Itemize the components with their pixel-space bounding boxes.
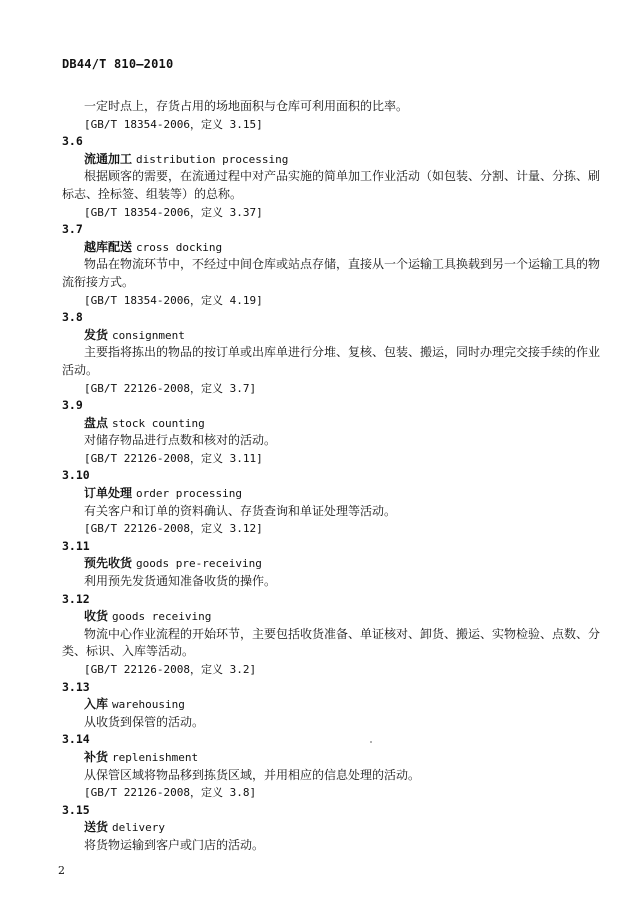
source-reference: [GB/T 18354-2006，定义 3.37] bbox=[84, 205, 263, 219]
definition-text: 标志、拴标签、组装等）的总称。 bbox=[62, 186, 243, 201]
clause-number: 3.10 bbox=[62, 468, 90, 483]
term-chinese: 入库 bbox=[84, 697, 109, 712]
term-heading bbox=[62, 239, 610, 257]
definition-text: 利用预先发货通知准备收货的操作。 bbox=[84, 574, 277, 589]
term-chinese: 发货 bbox=[84, 327, 109, 342]
term-heading bbox=[62, 415, 610, 433]
document-code: DB44/T 810—2010 bbox=[62, 57, 174, 71]
term-chinese: 预先收货 bbox=[84, 556, 133, 571]
definition-text: 根据顾客的需要，在流通过程中对产品实施的简单加工作业活动（如包装、分割、计量、分拣、刷 bbox=[84, 169, 601, 184]
source-reference: [GB/T 22126-2008，定义 3.12] bbox=[84, 522, 263, 536]
definition-text: 将货物运输到客户或门店的活动。 bbox=[84, 837, 265, 852]
clause-number: 3.9 bbox=[62, 398, 83, 413]
definition-text: 从保管区域将物品移到拣货区域，并用相应的信息处理的活动。 bbox=[84, 767, 421, 782]
term-chinese: 补货 bbox=[84, 749, 109, 764]
term-chinese: 越库配送 bbox=[84, 239, 133, 254]
term-english: order processing bbox=[136, 487, 242, 501]
definition-text: 从收货到保管的活动。 bbox=[84, 714, 205, 729]
definition-text: 主要指将拣出的物品的按订单或出库单进行分堆、复核、包装、搬运，同时办理完交接手续的作业 bbox=[84, 345, 601, 360]
term-english: replenishment bbox=[112, 750, 199, 764]
definition-list bbox=[62, 133, 610, 854]
page-number: 2 bbox=[58, 864, 65, 877]
definition-text: 类、标识、入库等活动。 bbox=[62, 644, 195, 659]
term-heading bbox=[62, 485, 610, 503]
intro-text: 一定时点上，存货占用的场地面积与仓库可利用面积的比率。 bbox=[84, 99, 409, 113]
clause-number: 3.14 bbox=[62, 732, 90, 747]
term-heading bbox=[62, 151, 610, 169]
clause-number: 3.15 bbox=[62, 802, 90, 817]
term-heading bbox=[62, 696, 610, 714]
term-heading bbox=[62, 608, 610, 626]
term-english: goods pre-receiving bbox=[136, 557, 262, 571]
source-reference: [GB/T 22126-2008，定义 3.7] bbox=[84, 381, 257, 395]
intro-reference: [GB/T 18354-2006，定义 3.15] bbox=[84, 117, 263, 131]
source-reference: [GB/T 22126-2008，定义 3.8] bbox=[84, 786, 257, 800]
term-english: cross docking bbox=[136, 240, 223, 254]
term-heading bbox=[62, 327, 610, 345]
definition-text: 有关客户和订单的资料确认、存货查询和单证处理等活动。 bbox=[84, 503, 397, 518]
term-english: goods receiving bbox=[112, 610, 212, 624]
term-heading bbox=[62, 555, 610, 573]
term-chinese: 流通加工 bbox=[84, 151, 133, 166]
term-chinese: 盘点 bbox=[84, 415, 109, 430]
term-english: stock counting bbox=[112, 416, 205, 430]
term-english: consignment bbox=[112, 328, 185, 342]
definition-text: 活动。 bbox=[62, 362, 99, 377]
clause-number: 3.11 bbox=[62, 538, 90, 553]
term-english: distribution processing bbox=[136, 152, 289, 166]
term-heading bbox=[62, 819, 610, 837]
term-heading bbox=[62, 749, 610, 767]
source-reference: [GB/T 22126-2008，定义 3.2] bbox=[84, 663, 257, 676]
clause-number: 3.13 bbox=[62, 679, 90, 694]
term-chinese: 订单处理 bbox=[84, 486, 133, 501]
clause-number: 3.7 bbox=[62, 222, 83, 237]
term-english: warehousing bbox=[112, 698, 185, 712]
term-chinese: 收货 bbox=[84, 609, 109, 624]
definition-text: 对储存物品进行点数和核对的活动。 bbox=[84, 433, 277, 448]
term-english: delivery bbox=[112, 821, 165, 835]
clause-number: 3.6 bbox=[62, 134, 83, 149]
term-chinese: 送货 bbox=[84, 820, 109, 835]
document-body bbox=[62, 98, 610, 855]
clause-number: 3.8 bbox=[62, 310, 83, 325]
speck bbox=[370, 741, 372, 743]
definition-text: 流衔接方式。 bbox=[62, 274, 135, 289]
clause-number: 3.12 bbox=[62, 591, 90, 606]
source-reference: [GB/T 18354-2006，定义 4.19] bbox=[84, 293, 263, 307]
source-reference: [GB/T 22126-2008，定义 3.11] bbox=[84, 451, 263, 465]
definition-text: 物品在物流环节中，不经过中间仓库或站点存储，直接从一个运输工具换载到另一个运输工具的物 bbox=[84, 257, 601, 272]
definition-text: 物流中心作业流程的开始环节，主要包括收货准备、单证核对、卸货、搬运、实物检验、点数、分 bbox=[84, 626, 601, 641]
